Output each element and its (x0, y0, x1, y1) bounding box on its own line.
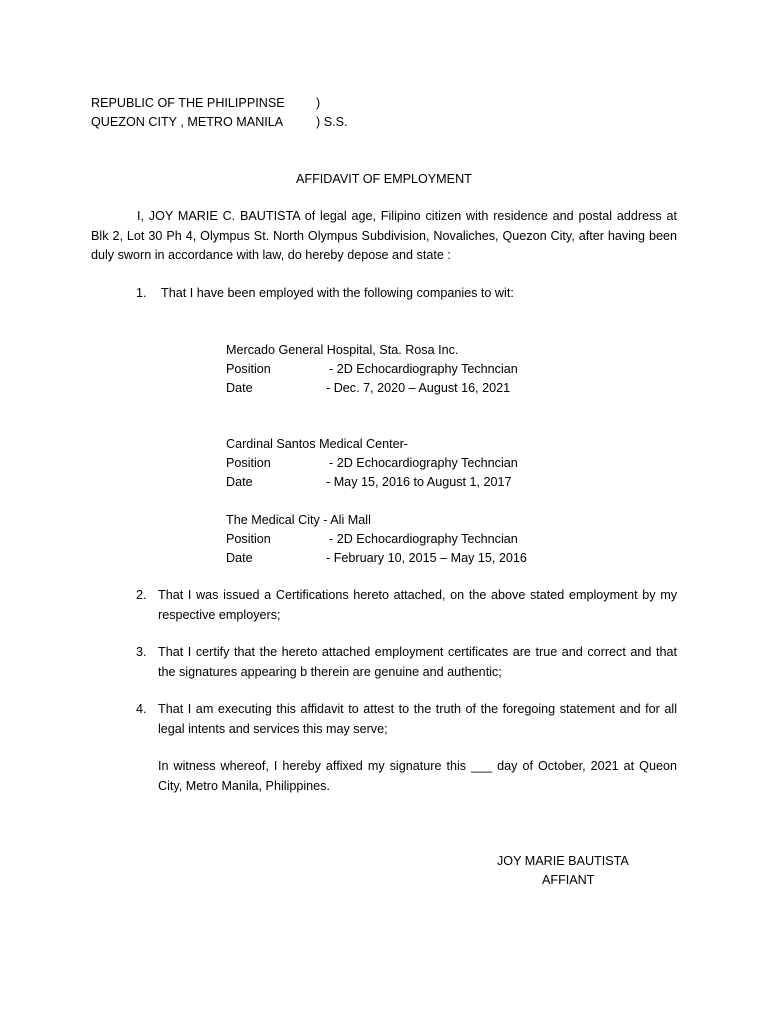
employer-2-position-label: Position (226, 456, 271, 470)
caption-ss: ) S.S. (316, 115, 348, 129)
caption-republic: REPUBLIC OF THE PHILIPPINSE (91, 96, 285, 110)
employer-1-date-value: - Dec. 7, 2020 – August 16, 2021 (326, 381, 511, 395)
item-1-text: That I have been employed with the following companies to wit: (161, 286, 514, 300)
item-4-number: 4. (136, 702, 147, 716)
item-3-number: 3. (136, 645, 147, 659)
employer-3-date-label: Date (226, 551, 253, 565)
employer-1-date-label: Date (226, 381, 253, 395)
employer-2-date-value: - May 15, 2016 to August 1, 2017 (326, 475, 512, 489)
employer-2-company: Cardinal Santos Medical Center- (226, 437, 408, 451)
item-3-text: That I certify that the hereto attached employment certificates are true and correct and that the signatures appearing b therein are genuine and authentic; (158, 645, 677, 679)
intro-paragraph: I, JOY MARIE C. BAUTISTA of legal age, Filipino citizen with residence and postal address at Blk 2, Lot 30 Ph 4, Olympus St. North Olympus Subdivision, Novaliches, Quezon City, after having been duly sworn in accordance with law, do hereby depose and state : (91, 209, 677, 262)
employer-2-position-value: - 2D Echocardiography Techncian (329, 456, 518, 470)
employer-3-company: The Medical City - Ali Mall (226, 513, 371, 527)
employer-3-position-label: Position (226, 532, 271, 546)
employer-1-position-value: - 2D Echocardiography Techncian (329, 362, 518, 376)
employer-3-position-value: - 2D Echocardiography Techncian (329, 532, 518, 546)
employer-2-date-label: Date (226, 475, 253, 489)
witness-clause: In witness whereof, I hereby affixed my signature this ___ day of October, 2021 at Queon City, Metro Manila, Philippines. (158, 759, 677, 793)
caption-city: QUEZON CITY , METRO MANILA (91, 115, 284, 129)
item-4-text: That I am executing this affidavit to attest to the truth of the foregoing statement and for all legal intents and services this may serve; (158, 702, 677, 736)
item-1-number: 1. (136, 286, 147, 300)
document-title: AFFIDAVIT OF EMPLOYMENT (296, 172, 472, 186)
employer-3-date-value: - February 10, 2015 – May 15, 2016 (326, 551, 527, 565)
employer-1-position-label: Position (226, 362, 271, 376)
item-2-number: 2. (136, 588, 147, 602)
item-2-text: That I was issued a Certifications hereto attached, on the above stated employment by my respective employers; (158, 588, 677, 622)
affiant-label: AFFIANT (542, 873, 595, 887)
caption-bracket: ) (316, 96, 321, 110)
employer-1-company: Mercado General Hospital, Sta. Rosa Inc. (226, 343, 459, 357)
affiant-name: JOY MARIE BAUTISTA (497, 854, 629, 868)
